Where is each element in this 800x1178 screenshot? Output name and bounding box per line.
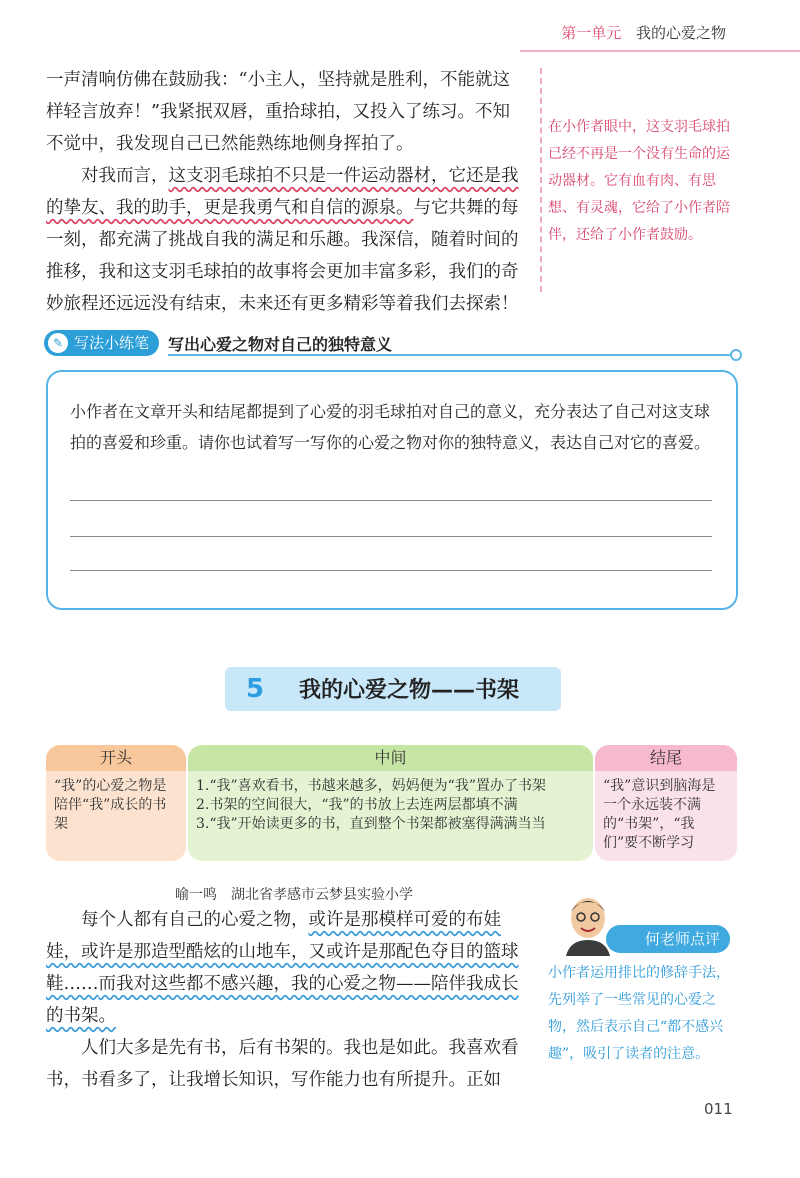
- essay-paragraph-1: 每个人都有自己的心爱之物，或许是那模样可爱的布娃娃，或许是那造型酷炫的山地车，又或许是那配色夺目的篮球鞋……而我对这些都不感兴趣，我的心爱之物——陪伴我成长的书架。: [46, 910, 519, 1026]
- practice-box: [46, 370, 738, 610]
- outline-middle-item: 3.“我”开始读更多的书，直到整个书架都被塞得满满当当: [196, 816, 546, 832]
- page-header: [561, 22, 726, 43]
- outline-begin: [46, 745, 186, 861]
- comment-tag: 何老师点评: [606, 925, 730, 953]
- essay-title: 我的心爱之物——书架: [299, 678, 520, 703]
- practice-title: 写出心爱之物对自己的独特意义: [168, 335, 393, 354]
- practice-tag: ✎ 写法小练笔: [44, 330, 159, 356]
- essay-title-banner: [225, 667, 561, 711]
- outline-end-text: “我”意识到脑海是一个永远装不满的“书架”，“我们”要不断学习: [603, 778, 716, 851]
- writing-line[interactable]: [70, 536, 712, 537]
- top-text: [46, 64, 526, 320]
- paragraph-1: 一声清响仿佛在鼓励我：“小主人，坚持就是胜利，不能就这样轻言放弃！”我紧抿双唇，重拾球拍，又投入了练习。不知不觉中，我发现自己已然能熟练地侧身挥拍了。: [46, 70, 510, 154]
- practice-rule: [168, 354, 738, 356]
- outline-begin-text: “我”的心爱之物是陪伴“我”成长的书架: [54, 778, 167, 832]
- essay-paragraph-2: 人们大多是先有书，后有书架的。我也是如此。我喜欢看书，书看多了，让我增长知识，写作能力也有所提升。正如: [46, 1038, 519, 1090]
- unit-title: 我的心爱之物: [635, 24, 726, 42]
- outline-middle-list: [188, 771, 593, 840]
- unit-label: 第一单元: [561, 24, 622, 42]
- outline-end: [595, 745, 737, 861]
- margin-note: 在小作者眼中，这支羽毛球拍已经不再是一个没有生命的运动器材。它有血有肉、有思想、有灵魂，它给了小作者陪伴，还给了小作者鼓励。: [548, 119, 730, 243]
- pencil-icon: ✎: [48, 333, 68, 353]
- margin-divider: [540, 68, 542, 292]
- author-byline: 喻一鸣 湖北省孝感市云梦县实验小学: [175, 887, 413, 903]
- outline-middle-item: 1.“我”喜欢看书，书越来越多，妈妈便为“我”置办了书架: [196, 778, 546, 794]
- writing-line[interactable]: [70, 500, 712, 501]
- writing-line[interactable]: [70, 570, 712, 571]
- paragraph-2: 对我而言，这支羽毛球拍不只是一件运动器材，它还是我的挚友、我的助手，更是我勇气和自信的源泉。与它共舞的每一刻，都充满了挑战自我的满足和乐趣。我深信，随着时间的推移，我和这支羽毛球拍的故事将会更加丰富多彩，我们的奇妙旅程还远远没有结束，未来还有更多精彩等着我们去探索！: [46, 166, 519, 314]
- highlight-blue: 或许是那模样可爱的布娃娃，或许是那造型酷炫的山地车，又或许是那配色夺目的篮球鞋……: [46, 910, 519, 994]
- practice-rule-dot: [730, 349, 742, 361]
- essay-number: 5: [245, 674, 265, 704]
- outline-end-label: 结尾: [595, 745, 737, 771]
- practice-header: [44, 330, 738, 358]
- page-number: 011: [704, 1100, 733, 1118]
- essay-text: [46, 904, 526, 1096]
- header-divider: [520, 50, 800, 52]
- outline-middle-label: 中间: [188, 745, 593, 771]
- comment-text: 小作者运用排比的修辞手法，先列举了一些常见的心爱之物，然后表示自己“都不感兴趣”，吸引了读者的注意。: [548, 965, 730, 1062]
- outline-begin-label: 开头: [46, 745, 186, 771]
- outline-middle-item: 2.书架的空间很大，“我”的书放上去连两层都填不满: [196, 797, 518, 813]
- outline-middle: [188, 745, 593, 861]
- practice-prompt: 小作者在文章开头和结尾都提到了心爱的羽毛球拍对自己的意义，充分表达了自己对这支球拍的喜爱和珍重。请你也试着写一写你的心爱之物对你的独特意义，表达自己对它的喜爱。: [70, 402, 711, 452]
- highlight-red: 这支羽毛球拍不只是一件运动器材，它还是我的挚友、我的助手，更是我勇气和自信的源泉。: [46, 166, 519, 218]
